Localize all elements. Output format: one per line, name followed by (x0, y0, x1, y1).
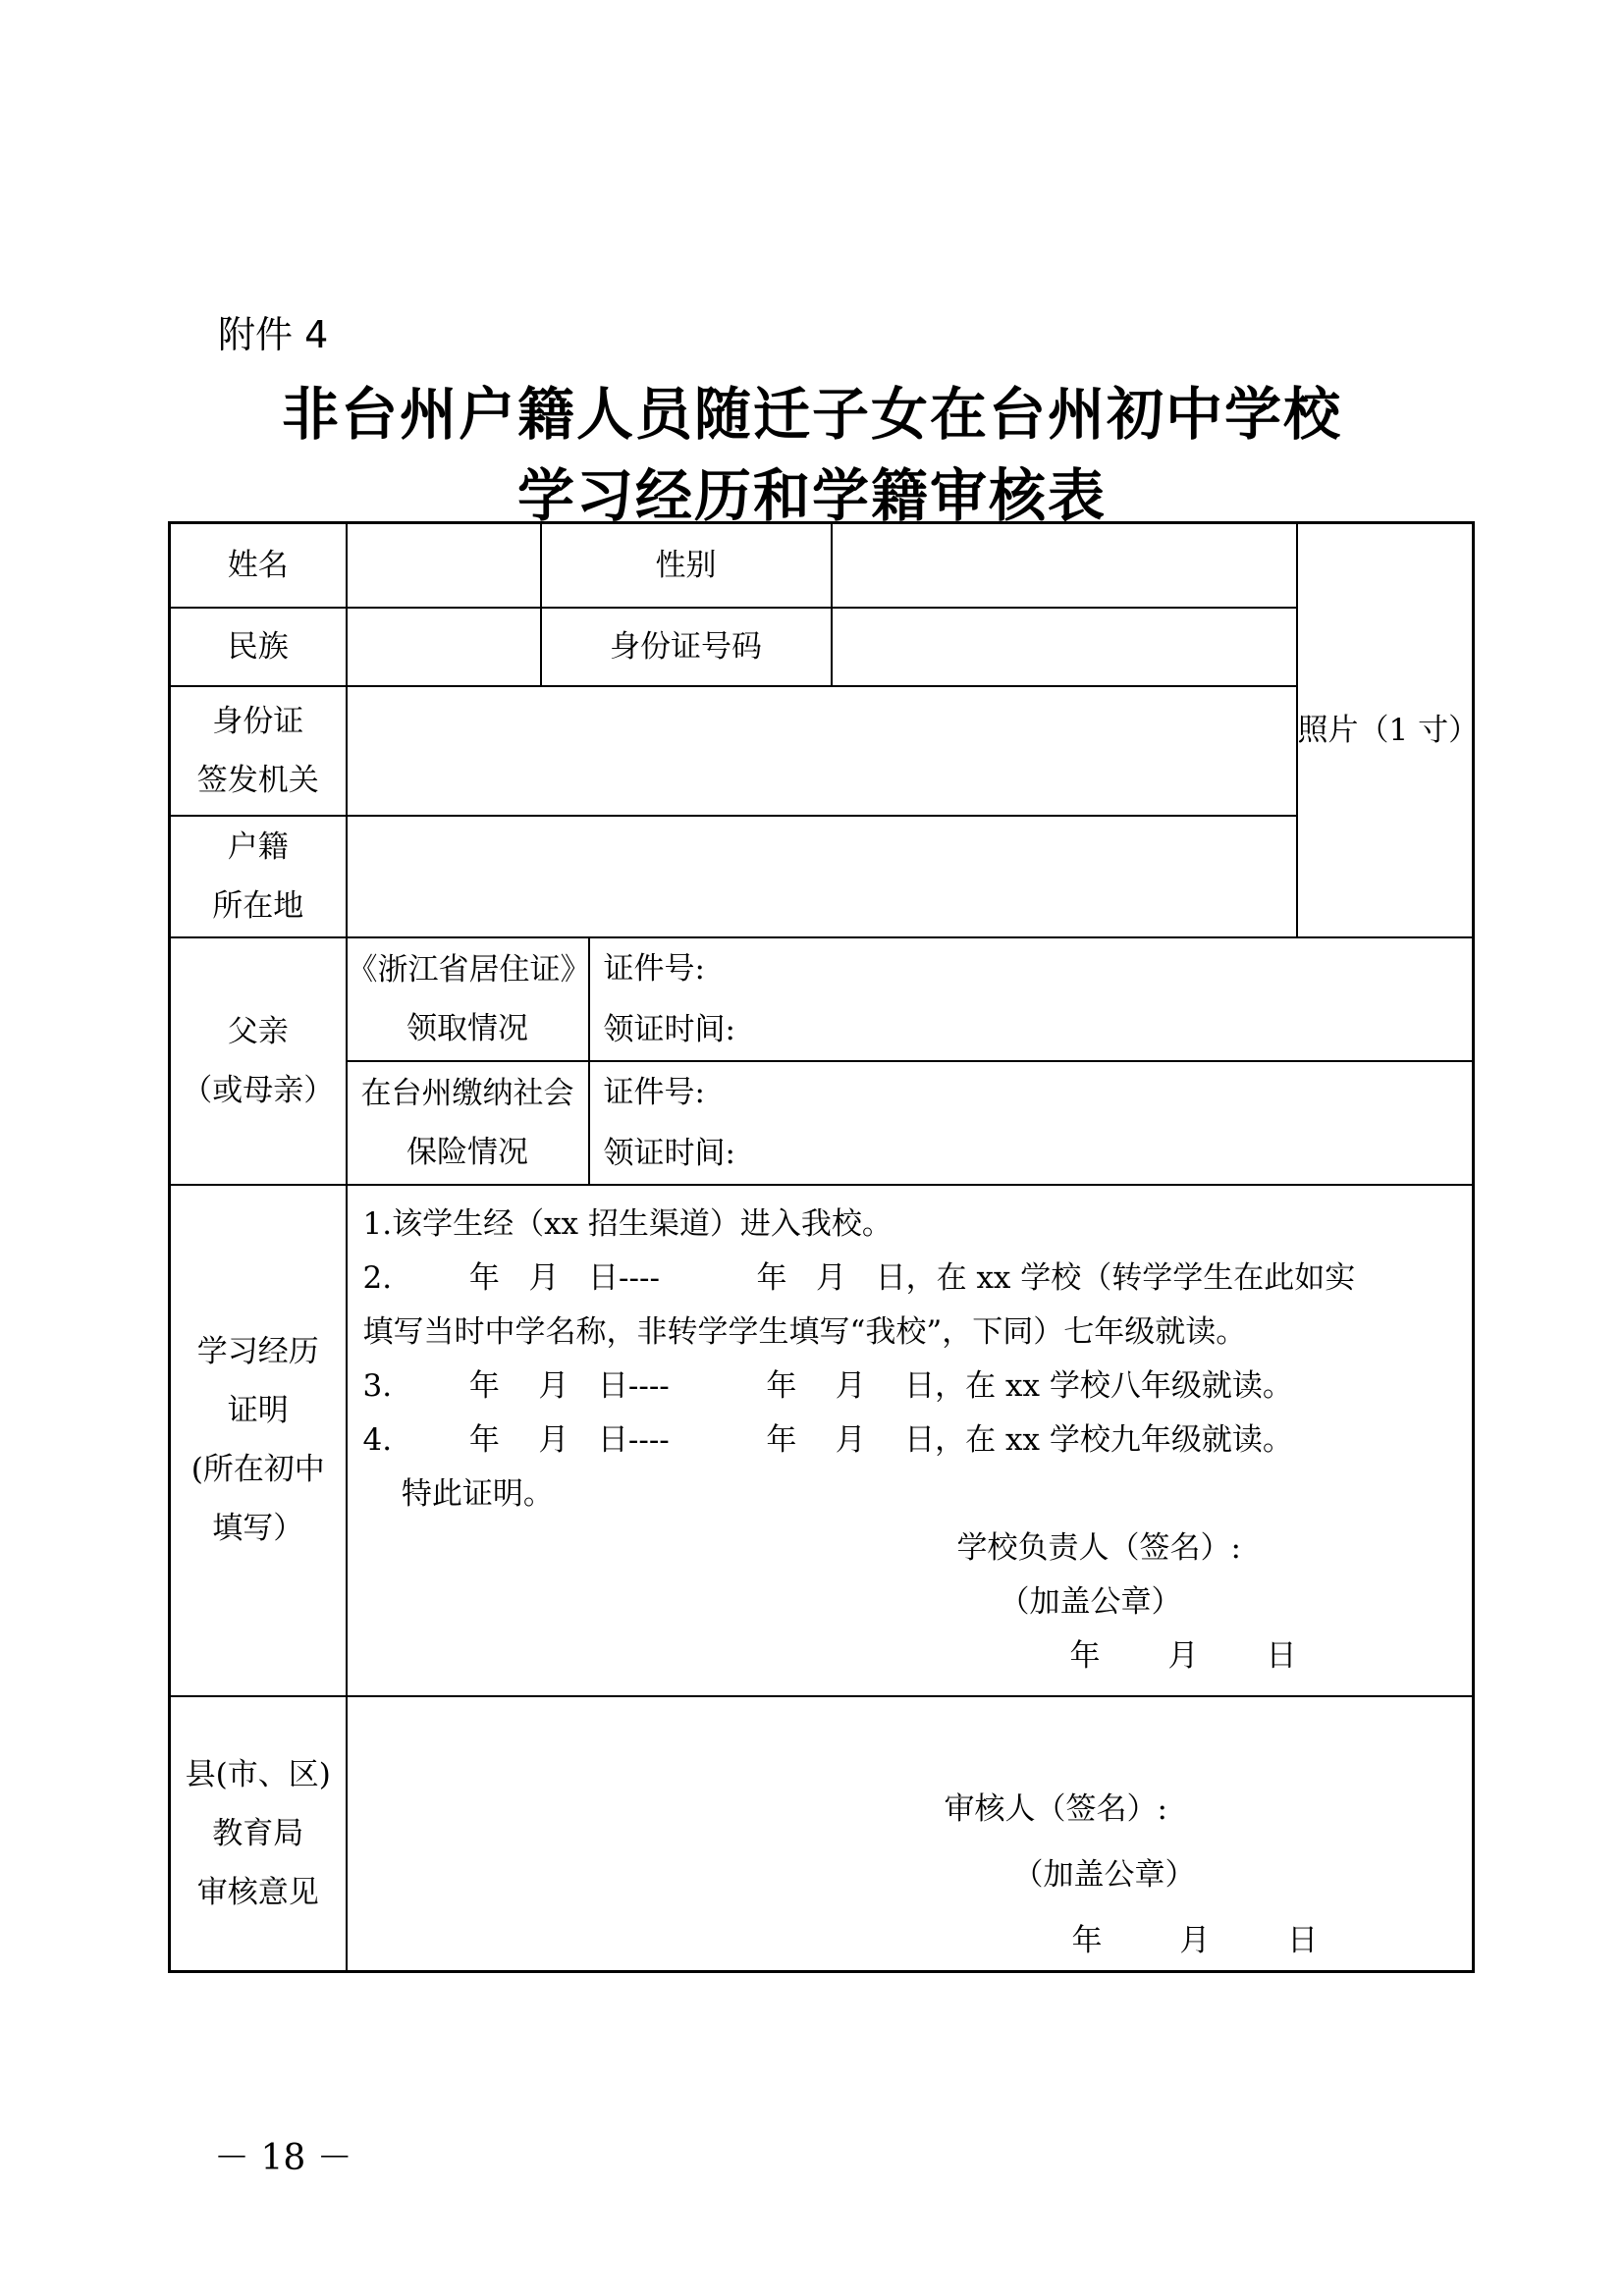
label-residence-line1: 《浙江省居住证》 (347, 951, 591, 988)
label-residence-line2: 领取情况 (406, 1010, 528, 1046)
label-bureau-review (170, 1696, 347, 1972)
label-review-line3: 审核意见 (196, 1874, 319, 1910)
bureau-review-field[interactable] (347, 1696, 1474, 1972)
label-history-line4: 填写） (212, 1511, 304, 1546)
photo-box[interactable] (1297, 523, 1480, 937)
label-id-issuer (170, 686, 347, 816)
label-history-line1: 学习经历 (196, 1334, 319, 1369)
page-number: － 18 － (214, 2138, 352, 2178)
label-household (170, 816, 347, 937)
cert-line-3: 填写当时中学名称，非转学学生填写“我校”，下同）七年级就读。 (362, 1313, 1247, 1350)
label-residence-permit (347, 937, 589, 1061)
cert-line-4: 3. 年 月 日---- 年 月 日，在 xx 学校八年级就读。 (362, 1367, 1293, 1404)
label-id-issuer-line2: 签发机关 (196, 762, 319, 798)
label-history-line2: 证明 (227, 1393, 289, 1428)
label-gender: 性别 (541, 523, 832, 608)
cert-line-2: 2. 年 月 日---- 年 月 日，在 xx 学校（转学学生在此如实 (362, 1259, 1356, 1296)
label-household-line1: 户籍 (227, 828, 289, 865)
label-study-history (170, 1185, 347, 1696)
document-title-line2: 学习经历和学籍审核表 (516, 462, 1107, 529)
study-history-certificate[interactable] (347, 1185, 1474, 1696)
residence-cert-no: 证件号: (603, 950, 705, 987)
label-history-line3: (所在初中 (190, 1452, 325, 1487)
residence-cert-time: 领证时间: (603, 1011, 735, 1047)
field-ethnicity[interactable] (347, 608, 541, 686)
insurance-cert-time: 领证时间: (603, 1135, 735, 1171)
field-name[interactable] (347, 523, 541, 608)
field-residence-permit[interactable] (589, 937, 1474, 1061)
bureau-seal: （加盖公章） (1012, 1856, 1196, 1893)
review-date: 年 月 日 (1071, 1922, 1319, 1958)
label-parent-line1: 父亲 (227, 1013, 289, 1049)
label-insurance-line1: 在台州缴纳社会 (360, 1075, 574, 1111)
label-review-line1: 县(市、区) (185, 1756, 331, 1792)
label-insurance-line2: 保险情况 (406, 1134, 528, 1170)
school-seal: （加盖公章） (999, 1583, 1182, 1620)
insurance-cert-no: 证件号: (603, 1074, 705, 1110)
label-household-line2: 所在地 (212, 887, 304, 924)
cert-line-5: 4. 年 月 日---- 年 月 日，在 xx 学校九年级就读。 (362, 1421, 1293, 1458)
reviewer-signature: 审核人（签名）: (944, 1790, 1167, 1827)
label-review-line2: 教育局 (212, 1815, 304, 1851)
label-parent-line2: （或母亲） (182, 1072, 335, 1108)
review-form-table (168, 521, 1480, 1973)
cert-line-6: 特此证明。 (362, 1475, 554, 1512)
field-household[interactable] (347, 816, 1297, 937)
label-parent (170, 937, 347, 1185)
cert-line-1: 1.该学生经（xx 招生渠道）进入我校。 (362, 1205, 893, 1242)
label-id-issuer-line1: 身份证 (212, 703, 304, 739)
document-title-line1: 非台州户籍人员随迁子女在台州初中学校 (281, 381, 1342, 448)
label-name: 姓名 (170, 523, 347, 608)
school-head-signature: 学校负责人（签名）: (956, 1529, 1241, 1566)
field-social-insurance[interactable] (589, 1061, 1474, 1185)
label-social-insurance (347, 1061, 589, 1185)
field-id-issuer[interactable] (347, 686, 1297, 816)
attachment-label: 附件 4 (218, 313, 329, 356)
field-id-number[interactable] (832, 608, 1297, 686)
label-ethnicity: 民族 (170, 608, 347, 686)
label-photo: 照片（1 寸） (1297, 712, 1480, 748)
field-gender[interactable] (832, 523, 1297, 608)
school-sign-date: 年 月 日 (1069, 1637, 1297, 1674)
label-id-number: 身份证号码 (541, 608, 832, 686)
